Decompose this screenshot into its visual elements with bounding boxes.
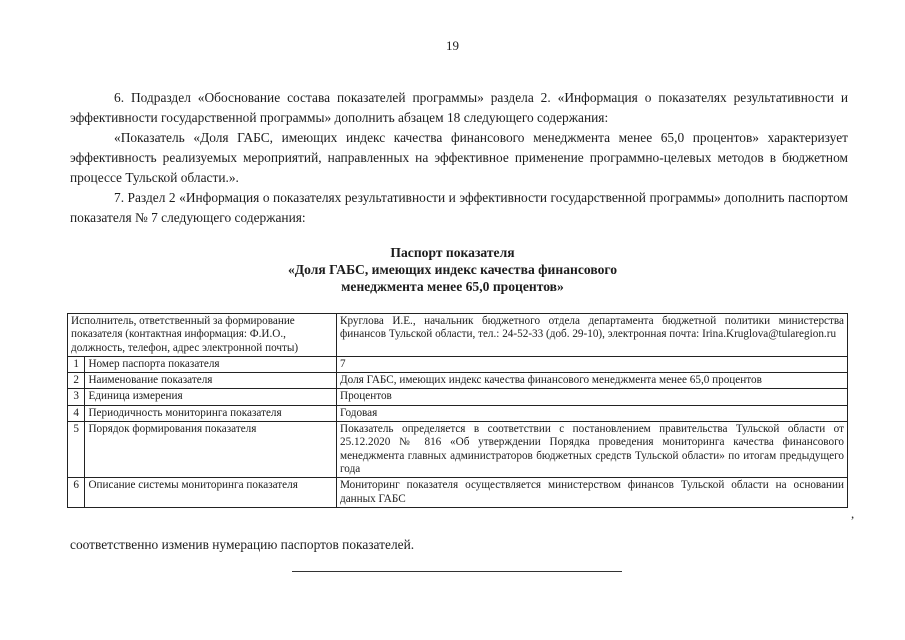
passport-title-line: «Доля ГАБС, имеющих индекс качества финансового — [287, 262, 618, 277]
row-value: Годовая — [337, 405, 848, 421]
body-text — [70, 88, 848, 228]
row-number: 2 — [68, 373, 85, 389]
passport-title-line: менеджмента менее 65,0 процентов» — [341, 279, 564, 294]
table-row — [68, 422, 848, 478]
table-row — [68, 405, 848, 421]
paragraph-quote: «Показатель «Доля ГАБС, имеющих индекс качества финансового менеджмента менее 65,0 процентов» характеризует эффективность реализуемых мероприятий, направленных на эффективное применение программно-целевых методов в бюджетном процессе Тульской области.». — [70, 130, 848, 185]
paragraph-7: 7. Раздел 2 «Информация о показателях результативности и эффективности государственной программы» дополнить паспортом показателя № 7 следующего содержания: — [70, 190, 848, 225]
row-number: 1 — [68, 356, 85, 372]
page-number: 19 — [446, 38, 459, 53]
row-value: Мониторинг показателя осуществляется министерством финансов Тульской области на основании данных ГАБС — [337, 478, 848, 508]
row-value: Показатель определяется в соответствии с постановлением правительства Тульской области от 25.12.2020 № 816 «Об утверждении Порядка проведения мониторинга качества финансового менеджмента главных администраторов бюджетных средств Тульской области» по итогам предыдущего года — [337, 422, 848, 478]
row-label: Номер паспорта показателя — [85, 356, 337, 372]
end-divider — [292, 571, 622, 572]
passport-title — [0, 244, 905, 295]
row-label: Порядок формирования показателя — [85, 422, 337, 478]
row-label: Описание системы мониторинга показателя — [85, 478, 337, 508]
table-row — [68, 356, 848, 372]
row-label: Единица измерения — [85, 389, 337, 405]
table-row — [68, 389, 848, 405]
trailing-comma: , — [851, 506, 855, 521]
passport-title-line: Паспорт показателя — [390, 245, 515, 260]
table-row — [68, 478, 848, 508]
row-number: 5 — [68, 422, 85, 478]
row-value: 7 — [337, 356, 848, 372]
closing-text: соответственно изменив нумерацию паспортов показателей. — [70, 537, 415, 552]
row-label: Наименование показателя — [85, 373, 337, 389]
row-number: 4 — [68, 405, 85, 421]
executor-value: Круглова И.Е., начальник бюджетного отдела департамента бюджетной политики министерства финансов Тульской области, тел.: 24-52-33 (доб. 29-10), электронная почта: Irina.Kruglova@tularegion.ru — [337, 314, 848, 357]
table-row — [68, 314, 848, 357]
paragraph-6: 6. Подраздел «Обоснование состава показателей программы» раздела 2. «Информация о показателях результативности и эффективности государственной программы» дополнить абзацем 18 следующего содержания: — [70, 90, 848, 125]
passport-table — [67, 313, 848, 508]
executor-label: Исполнитель, ответственный за формирование показателя (контактная информация: Ф.И.О., должность, телефон, адрес электронной почты) — [68, 314, 337, 357]
row-value: Процентов — [337, 389, 848, 405]
row-number: 6 — [68, 478, 85, 508]
row-label: Периодичность мониторинга показателя — [85, 405, 337, 421]
table-row — [68, 373, 848, 389]
row-value: Доля ГАБС, имеющих индекс качества финансового менеджмента менее 65,0 процентов — [337, 373, 848, 389]
row-number: 3 — [68, 389, 85, 405]
